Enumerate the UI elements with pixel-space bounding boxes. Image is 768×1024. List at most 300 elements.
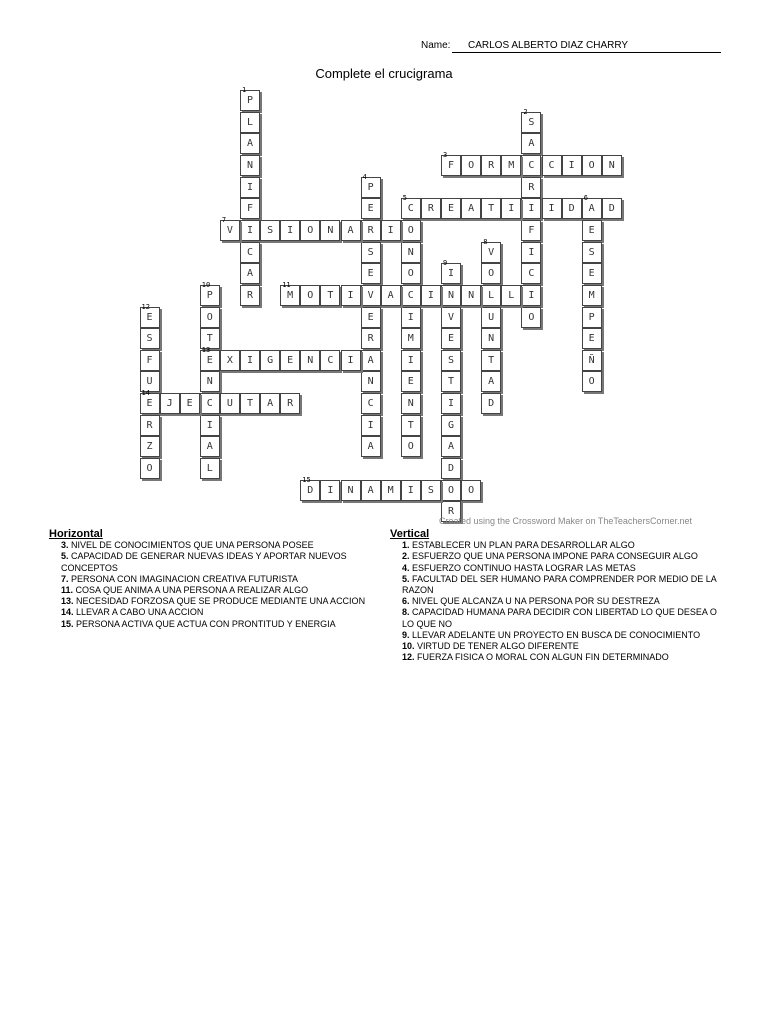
grid-cell[interactable] [320,220,340,241]
grid-cell[interactable] [361,480,381,501]
vertical-clue [390,574,725,596]
cell-letter: S [588,246,595,258]
cell-letter: R [528,181,535,193]
cell-letter: I [508,203,515,215]
grid-cell[interactable] [160,393,180,414]
cell-letter: A [367,441,374,453]
cell-letter: M [287,289,294,301]
cell-letter: T [488,354,495,366]
cell-letter: F [246,203,254,215]
grid-cell[interactable] [280,280,300,306]
grid-cell[interactable] [441,350,461,371]
grid-cell[interactable] [280,220,300,241]
grid-cell[interactable] [521,177,541,198]
cell-letter: A [588,203,595,215]
grid-cell[interactable] [401,307,421,328]
grid-cell[interactable] [461,480,481,501]
cell-letter: L [508,289,515,301]
vertical-clue [390,563,725,574]
horizontal-clues [49,529,379,630]
cell-letter: A [267,398,274,410]
grid-cell[interactable] [361,285,381,306]
grid-cell[interactable] [441,436,461,457]
cell-letter: E [588,224,595,236]
cell-letter: L [488,289,495,301]
cell-letter: I [568,159,575,171]
clue-number: 8. [402,607,410,618]
grid-cell[interactable] [361,393,381,414]
grid-cell[interactable] [481,198,501,219]
clue-number: 11. [61,585,74,596]
name-field[interactable]: CARLOS ALBERTO DIAZ CHARRY [452,40,721,53]
grid-cell[interactable] [280,350,300,371]
grid-cell[interactable] [481,350,501,371]
grid-cell[interactable] [401,415,421,436]
grid-cell[interactable] [401,220,421,241]
vertical-clue [390,596,725,607]
horizontal-clue [49,619,379,630]
cell-letter: L [246,116,254,128]
horizontal-clue [49,574,379,585]
grid-cell[interactable] [300,350,320,371]
grid-cell[interactable] [240,198,260,219]
cell-letter: O [407,268,414,280]
cell-letter: I [287,224,294,236]
cell-letter: C [327,354,334,366]
cell-letter: U [488,311,495,323]
cell-letter: N [307,354,314,366]
vertical-clue-list [390,540,725,663]
grid-cell[interactable] [481,328,501,349]
grid-cell[interactable] [461,155,481,176]
grid-cell[interactable] [240,155,260,176]
grid-cell[interactable] [240,177,260,198]
grid-cell[interactable] [260,220,280,241]
cell-letter: O [468,159,475,171]
horizontal-clue [49,551,379,573]
grid-cell[interactable] [200,436,220,457]
cell-letter: Z [146,441,153,453]
cell-letter: M [407,333,414,345]
clue-text: CAPACIDAD HUMANA PARA DECIDIR CON LIBERTAD LO QUE DESEA O LO QUE NO [402,607,717,629]
vertical-clue [390,551,725,562]
grid-cell[interactable] [240,112,260,133]
grid-cell[interactable] [401,480,421,501]
grid-cell[interactable] [521,242,541,263]
grid-cell[interactable] [200,415,220,436]
cell-letter: C [548,159,555,171]
cell-letter: R [146,419,153,431]
grid-cell[interactable] [140,302,160,328]
cell-letter: M [588,289,595,301]
cell-letter: L [206,463,213,475]
grid-cell[interactable] [521,285,541,306]
grid-cell[interactable] [220,215,240,241]
clue-number: 15. [61,618,74,629]
cell-letter: A [488,376,495,388]
clue-text: PERSONA ACTIVA QUE ACTUA CON PRONTITUD Y ENERGIA [73,618,336,629]
clue-number: 6. [402,596,410,607]
cell-letter: I [367,419,374,431]
cell-letter: C [407,289,414,301]
grid-cell[interactable] [582,350,602,371]
grid-cell[interactable] [361,172,381,198]
cell-letter: F [447,159,455,171]
grid-cell[interactable] [180,393,200,414]
cell-letter: S [447,354,455,366]
cell-letter: I [427,289,434,301]
grid-cell[interactable] [401,393,421,414]
grid-cell[interactable] [300,475,320,501]
clue-text: ESTABLECER UN PLAN PARA DESARROLLAR ALGO [409,540,635,551]
grid-cell[interactable] [401,242,421,263]
grid-cell[interactable] [361,198,381,219]
grid-cell[interactable] [441,328,461,349]
grid-cell[interactable] [481,237,501,263]
grid-cell[interactable] [300,285,320,306]
cell-letter: N [608,159,615,171]
grid-cell[interactable] [521,133,541,154]
cell-letter: S [146,333,153,345]
grid-cell[interactable] [240,350,260,371]
cell-letter: D [488,398,495,410]
grid-cell[interactable] [361,328,381,349]
grid-cell[interactable] [361,436,381,457]
grid-cell[interactable] [401,194,421,219]
grid-cell[interactable] [240,285,260,306]
cell-letter: P [367,181,374,193]
cell-letter: C [528,268,535,280]
grid-cell[interactable] [341,285,361,306]
clue-number-marker: 5 [402,194,408,203]
grid-cell[interactable] [441,371,461,392]
grid-cell[interactable] [401,350,421,371]
cell-letter: I [528,246,535,258]
clue-number-marker: 1 [242,86,247,94]
clue-number-marker: 2 [523,107,528,116]
clue-number: 5. [61,551,69,562]
cell-letter: J [166,398,173,410]
cell-letter: G [267,354,274,366]
clue-number-marker: 13 [201,345,211,354]
cell-letter: S [267,224,274,236]
grid-cell[interactable] [140,436,160,457]
cell-letter: T [488,203,495,215]
cell-letter: O [588,159,595,171]
grid-cell[interactable] [542,198,562,219]
grid-cell[interactable] [320,285,340,306]
grid-cell[interactable] [481,155,501,176]
grid-cell[interactable] [481,285,501,306]
clue-number: 5. [402,573,410,584]
cell-letter: R [427,203,434,215]
grid-cell[interactable] [260,393,280,414]
cell-letter: C [528,159,535,171]
grid-cell[interactable] [300,220,320,241]
cell-letter: U [226,398,233,410]
grid-cell[interactable] [361,307,381,328]
cell-letter: E [367,311,374,323]
grid-cell[interactable] [501,285,521,306]
grid-cell[interactable] [401,285,421,306]
grid-cell[interactable] [582,194,602,219]
cell-letter: N [488,333,495,345]
grid-cell[interactable] [200,345,220,371]
grid-cell[interactable] [582,263,602,284]
clue-number-marker: 4 [362,172,367,181]
grid-cell[interactable] [421,285,441,306]
grid-cell[interactable] [401,371,421,392]
grid-cell[interactable] [521,307,541,328]
clue-number: 13. [61,596,74,607]
cell-letter: N [206,376,213,388]
horizontal-clue [49,596,379,607]
grid-cell[interactable] [341,480,361,501]
grid-cell[interactable] [361,242,381,263]
grid-cell[interactable] [140,328,160,349]
cell-letter: C [206,398,213,410]
grid-cell[interactable] [240,242,260,263]
cell-letter: N [347,484,354,496]
grid-cell[interactable] [461,285,481,306]
clue-text: ESFUERZO CONTINUO HASTA LOGRAR LAS METAS [409,562,636,573]
page-title: Complete el crucigrama [315,66,453,81]
cell-letter: R [246,289,254,301]
grid-cell[interactable] [441,458,461,479]
grid-cell[interactable] [220,393,240,414]
cell-letter: X [226,354,233,366]
clue-number: 7. [61,573,69,584]
grid-cell[interactable] [240,133,260,154]
cell-letter: N [407,246,414,258]
vertical-heading: Vertical [390,528,430,540]
grid-cell[interactable] [381,220,401,241]
cell-letter: I [528,203,535,215]
cell-letter: U [146,376,153,388]
clue-number: 12. [402,652,415,663]
clue-text: FACULTAD DEL SER HUMANO PARA COMPRENDER POR MEDIO DE LA RAZON [402,573,717,596]
grid-cell[interactable] [441,150,461,176]
grid-cell[interactable] [341,220,361,241]
grid-cell[interactable] [361,371,381,392]
grid-cell[interactable] [481,371,501,392]
grid-cell[interactable] [361,220,381,241]
cell-letter: O [468,484,475,496]
grid-cell[interactable] [461,198,481,219]
cell-letter: A [387,289,394,301]
grid-cell[interactable] [401,328,421,349]
clue-text: VIRTUD DE TENER ALGO DIFERENTE [414,641,579,652]
grid-cell[interactable] [602,198,622,219]
grid-cell[interactable] [140,458,160,479]
grid-cell[interactable] [361,415,381,436]
cell-letter: A [367,484,374,496]
grid-cell[interactable] [521,107,541,133]
grid-cell[interactable] [562,155,582,176]
horizontal-clue [49,607,379,618]
cell-letter: N [327,224,334,236]
cell-letter: E [447,333,455,345]
cell-letter: I [246,181,254,193]
grid-cell[interactable] [441,259,461,284]
cell-letter: T [447,376,455,388]
grid-cell[interactable] [140,350,160,371]
grid-cell[interactable] [481,393,501,414]
cell-letter: I [447,268,455,280]
credit-line: Created using the Crossword Maker on TheTeachersCorner.net [439,516,692,526]
clue-number: 9. [402,629,410,640]
cell-letter: R [367,224,374,236]
cell-letter: F [528,224,535,236]
cell-letter: S [528,116,535,128]
clue-number: 1. [402,540,410,551]
cell-letter: E [588,268,595,280]
grid-cell[interactable] [582,155,602,176]
grid-cell[interactable] [220,350,240,371]
clue-text: LLEVAR A CABO UNA ACCION [73,607,204,618]
grid-cell[interactable] [200,458,220,479]
grid-cell[interactable] [320,350,340,371]
cell-letter: I [407,354,414,366]
cell-letter: D [568,203,575,215]
grid-cell[interactable] [381,285,401,306]
grid-cell[interactable] [602,155,622,176]
grid-cell[interactable] [582,307,602,328]
cell-letter: I [407,484,414,496]
cell-letter: N [468,289,475,301]
cell-letter: E [146,398,153,410]
cell-letter: D [608,203,615,215]
clue-number-marker: 14 [141,389,150,398]
clue-number-marker: 11 [282,280,291,289]
cell-letter: V [447,311,455,323]
grid-cell[interactable] [421,480,441,501]
grid-cell[interactable] [200,280,220,306]
grid-cell[interactable] [421,198,441,219]
cell-letter: E [146,311,153,323]
vertical-clue [390,641,725,652]
cell-letter: I [347,354,354,366]
vertical-clue [390,540,725,551]
cell-letter: E [287,354,294,366]
grid-cell[interactable] [401,436,421,457]
grid-cell[interactable] [441,307,461,328]
cell-letter: O [407,224,414,236]
grid-cell[interactable] [280,393,300,414]
cell-letter: N [447,289,455,301]
grid-cell[interactable] [341,350,361,371]
cell-letter: Ñ [588,354,595,366]
grid-cell[interactable] [361,350,381,371]
vertical-clues [390,529,725,663]
clue-number-marker: 3 [443,150,448,159]
clue-number-marker: 10 [201,280,211,289]
grid-cell[interactable] [582,328,602,349]
cell-letter: A [447,441,455,453]
grid-cell[interactable] [562,198,582,219]
grid-cell[interactable] [521,220,541,241]
cell-letter: N [407,398,414,410]
grid-cell[interactable] [200,371,220,392]
grid-cell[interactable] [441,415,461,436]
grid-cell[interactable] [501,198,521,219]
grid-cell[interactable] [582,285,602,306]
grid-cell[interactable] [521,155,541,176]
grid-cell[interactable] [200,307,220,328]
clue-number-marker: 12 [141,302,150,311]
vertical-clue [390,652,725,663]
clue-number: 3. [61,540,69,551]
cell-letter: E [588,333,595,345]
cell-letter: I [407,311,414,323]
horizontal-clue [49,585,379,596]
grid-cell[interactable] [200,393,220,414]
cell-letter: S [367,246,374,258]
clue-number: 10. [402,641,415,652]
name-label: Name: [421,40,451,51]
grid-cell[interactable] [582,242,602,263]
cell-letter: D [447,463,455,475]
grid-cell[interactable] [521,263,541,284]
grid-cell[interactable] [381,480,401,501]
cell-letter: O [407,441,414,453]
grid-cell[interactable] [240,220,260,241]
clue-number: 4. [402,562,410,573]
grid-cell[interactable] [441,480,461,501]
clue-number-marker: 8 [483,237,488,246]
grid-cell[interactable] [501,155,521,176]
grid-cell[interactable] [240,393,260,414]
grid-cell[interactable] [582,371,602,392]
clue-text: COSA QUE ANIMA A UNA PERSONA A REALIZAR ALGO [73,585,309,596]
grid-cell[interactable] [542,155,562,176]
cell-letter: C [407,203,414,215]
clue-text: NIVEL QUE ALCANZA U NA PERSONA POR SU DESTREZA [409,596,660,607]
grid-cell[interactable] [240,263,260,284]
cell-letter: O [447,484,455,496]
grid-cell[interactable] [441,393,461,414]
grid-cell[interactable] [441,198,461,219]
clue-number: 14. [61,607,74,618]
cell-letter: D [307,484,314,496]
cell-letter: R [367,333,374,345]
clue-number-marker: 6 [583,194,588,203]
grid-cell[interactable] [401,263,421,284]
clue-text: NECESIDAD FORZOSA QUE SE PRODUCE MEDIANTE UNA ACCION [73,596,366,607]
cell-letter: T [327,289,334,301]
grid-cell[interactable] [240,86,260,111]
cell-letter: I [327,484,334,496]
grid-cell[interactable] [521,198,541,219]
cell-letter: R [488,159,495,171]
horizontal-clue-list [49,540,379,630]
cell-letter: R [447,506,455,518]
cell-letter: A [206,441,213,453]
grid-cell[interactable] [481,263,501,284]
cell-letter: C [246,246,254,258]
grid-cell[interactable] [320,480,340,501]
grid-cell[interactable] [582,220,602,241]
grid-cell[interactable] [140,389,160,414]
cell-letter: A [246,268,254,280]
cell-letter: A [367,354,374,366]
grid-cell[interactable] [361,263,381,284]
grid-cell[interactable] [441,285,461,306]
grid-cell[interactable] [260,350,280,371]
grid-cell[interactable] [140,415,160,436]
grid-cell[interactable] [481,307,501,328]
cell-letter: N [367,376,374,388]
